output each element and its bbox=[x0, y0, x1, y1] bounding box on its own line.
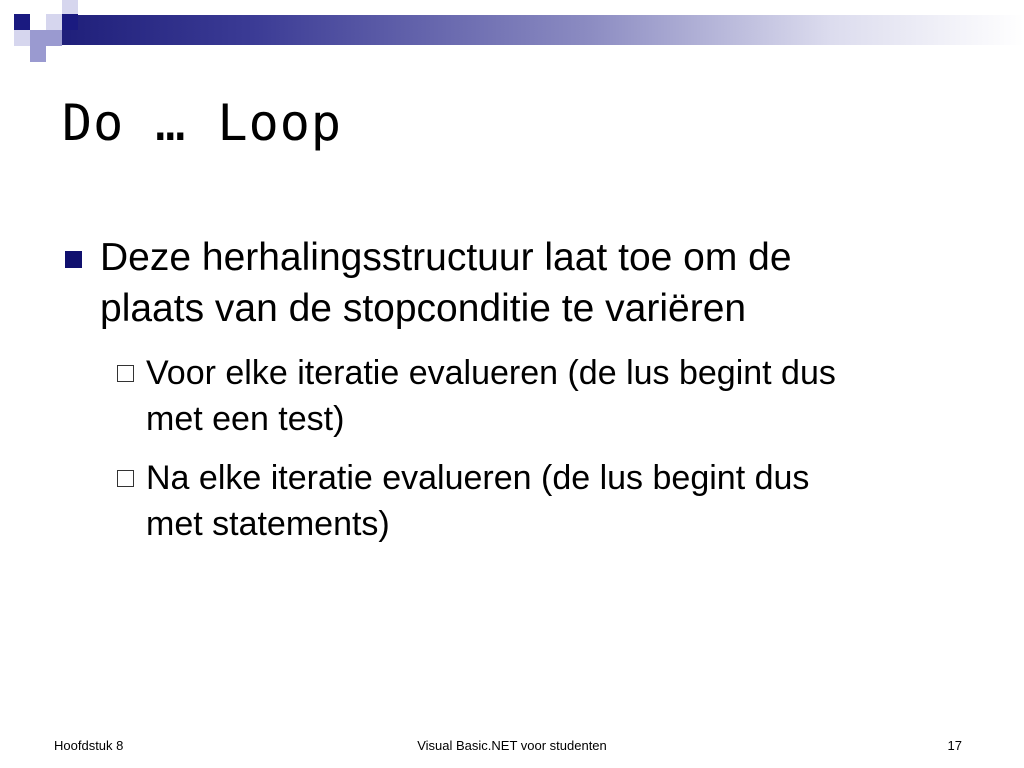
header-gradient-bar bbox=[60, 15, 1024, 45]
bullet-line: plaats van de stopconditie te variëren bbox=[100, 287, 747, 330]
header-square-mid bbox=[30, 30, 46, 46]
header-square-mid bbox=[46, 30, 62, 46]
subbullet-line: Voor elke iteratie evalueren (de lus begint dus bbox=[146, 354, 836, 392]
subbullet-line: met statements) bbox=[146, 505, 390, 543]
hollow-square-bullet-icon bbox=[117, 470, 134, 487]
header-square-light bbox=[46, 14, 62, 30]
header-square-mid bbox=[30, 46, 46, 62]
bullet-text bbox=[100, 232, 792, 334]
subbullet-line: met een test) bbox=[146, 400, 345, 438]
header-square-light bbox=[62, 0, 78, 14]
slide-title: Do … Loop bbox=[62, 94, 342, 152]
bullet-line: Deze herhalingsstructuur laat toe om de bbox=[100, 236, 792, 279]
square-bullet-icon bbox=[65, 251, 82, 268]
header-square-dark bbox=[14, 14, 30, 30]
footer-page-number: 17 bbox=[947, 738, 962, 753]
footer-course-title: Visual Basic.NET voor studenten bbox=[417, 738, 607, 753]
subbullet-text bbox=[146, 455, 809, 547]
header-square-light bbox=[14, 30, 30, 46]
subbullet-text bbox=[146, 350, 836, 442]
header-square-dark bbox=[62, 14, 78, 30]
footer-chapter: Hoofdstuk 8 bbox=[54, 738, 124, 753]
subbullet-line: Na elke iteratie evalueren (de lus begint dus bbox=[146, 459, 810, 497]
hollow-square-bullet-icon bbox=[117, 365, 134, 382]
